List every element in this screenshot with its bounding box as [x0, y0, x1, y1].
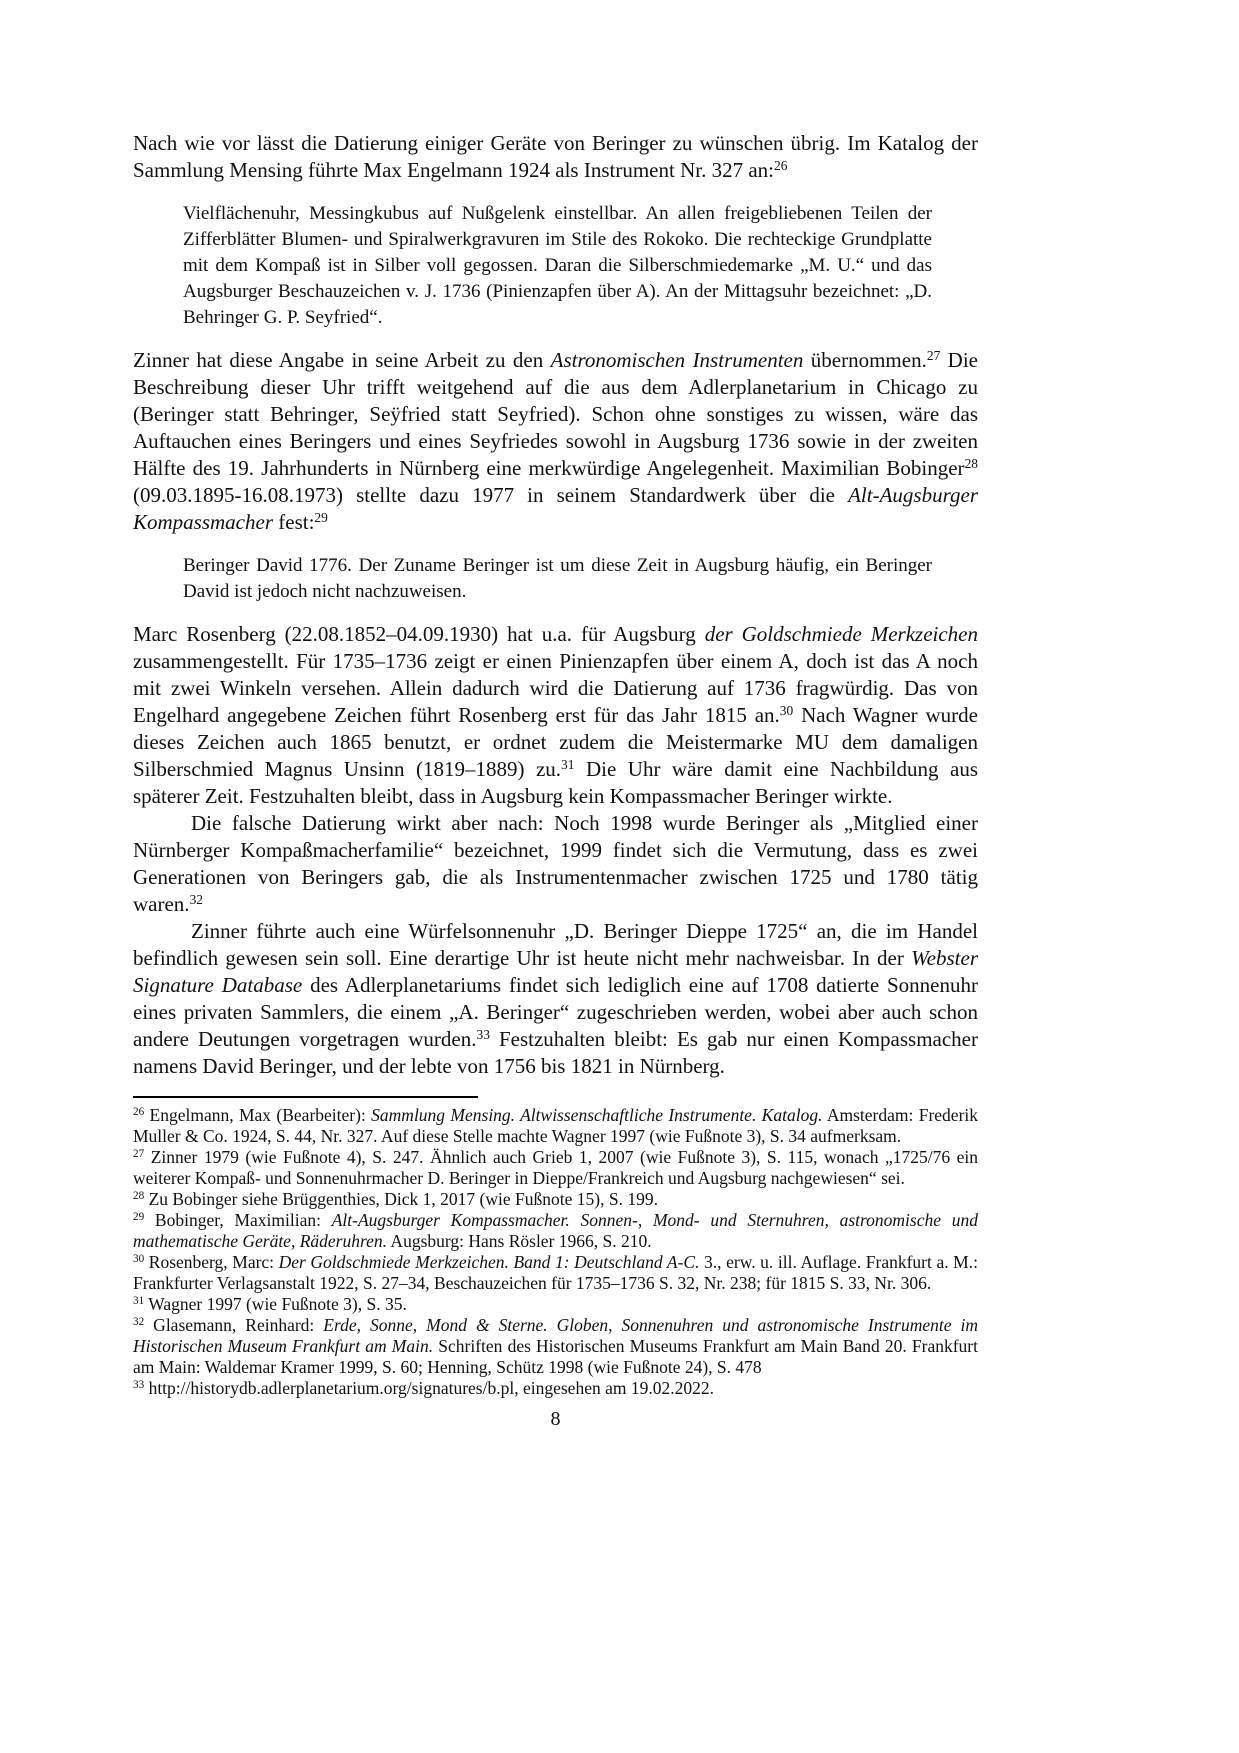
text-segment: (09.03.1895-16.08.1973) stellte dazu 1977 in seinem Standardwerk über die [133, 483, 849, 507]
footnote-marker: 26 [133, 1106, 145, 1119]
footnote-separator [133, 1096, 478, 1098]
footnote-30 [133, 1252, 978, 1294]
footnote-marker: 28 [964, 456, 978, 472]
text-segment: Alt-Augsburger Kompassmacher [133, 483, 978, 534]
paragraph-4 [133, 810, 978, 918]
footnote-marker: 32 [189, 892, 203, 908]
text-segment: Engelmann, Max (Bearbeiter): [144, 1105, 372, 1125]
text-segment: Schriften des Historischen Museums Frankfurt am Main Band 20. Frankfurt am Main: Waldemar Kramer 1999, S. 60; Henning, Schütz 1998 (wie Fußnote 24), S. 478 [133, 1336, 978, 1377]
footnote-32 [133, 1315, 978, 1378]
footnote-27 [133, 1147, 978, 1189]
text-segment: 3., erw. u. ill. Auflage. Frankfurt a. M.: Frankfurter Verlagsanstalt 1922, S. 27–34, Beschauzeichen für 1735–1736 S. 32, Nr. 238; für 1815 S. 33, Nr. 306. [133, 1252, 978, 1293]
footnote-29 [133, 1210, 978, 1252]
footnote-marker: 29 [133, 1211, 145, 1224]
text-segment: Festzuhalten bleibt: Es gab nur einen Kompassmacher namens David Beringer, und der lebte von 1756 bis 1821 in Nürnberg. [133, 1027, 978, 1078]
footnote-marker: 29 [314, 510, 328, 526]
footnote-marker: 28 [133, 1190, 145, 1203]
text-segment: Webster Signature Database [133, 946, 978, 997]
paragraph-1 [133, 130, 978, 184]
footnotes-section [133, 1096, 978, 1399]
footnote-marker: 33 [476, 1027, 490, 1043]
text-segment: Augsburg: Hans Rösler 1966, S. 210. [387, 1231, 652, 1251]
paragraph-3 [133, 621, 978, 810]
footnote-marker: 30 [133, 1253, 145, 1266]
block-quote-2 [183, 553, 932, 605]
text-segment: Zinner 1979 (wie Fußnote 4), S. 247. Ähnlich auch Grieb 1, 2007 (wie Fußnote 3), S. 115, wonach „1725/76 ein weiterer Kompaß- und Sonnenuhrmacher D. Beringer in Dieppe/Frankreich und Augsburg nachgewiesen“ sei. [133, 1147, 978, 1188]
text-segment: übernommen. [803, 348, 927, 372]
text-segment: des Adlerplanetariums findet sich lediglich eine auf 1708 datierte Sonnenuhr eines privaten Sammlers, die einem „A. Beringer“ zugeschrieben werden, wobei aber auch schon andere Deutungen vorgetragen wurden. [133, 973, 978, 1051]
text-segment: Wagner 1997 (wie Fußnote 3), S. 35. [144, 1294, 407, 1314]
footnote-marker: 31 [561, 757, 575, 773]
footnote-33 [133, 1378, 978, 1399]
text-segment: zusammengestellt. Für 1735–1736 zeigt er einen Pinienzapfen über einem A, doch ist das A noch mit zwei Winkeln versehen. Allein dadurch wird die Datierung auf 1736 fragwürdig. Das von Engelhard angegebene Zeichen führt Rosenberg erst für das Jahr 1815 an. [133, 649, 978, 727]
text-segment: Die Beschreibung dieser Uhr trifft weitgehend auf die aus dem Adlerplanetarium in Chicago zu (Beringer statt Behringer, Seÿfried statt Seyfried). Schon ohne sonstiges zu wissen, wäre das Auftauchen eines Beringers und eines Seyfriedes sowohl in Augsburg 1736 sowie in der zweiten Hälfte des 19. Jahrhunderts in Nürnberg eine merkwürdige Angelegenheit. Maximilian Bobinger [133, 348, 978, 480]
footnote-marker: 30 [779, 703, 794, 719]
text-segment: Nach Wagner wurde dieses Zeichen auch 1865 benutzt, er ordnet zudem die Meistermarke MU dem damaligen Silberschmied Magnus Unsinn (1819–1889) zu. [133, 703, 978, 781]
text-segment: Astronomischen Instrumenten [550, 348, 804, 372]
footnote-28 [133, 1189, 978, 1210]
page-number: 8 [550, 1408, 561, 1430]
text-segment: Bobinger, Maximilian: [144, 1210, 332, 1230]
text-segment: Glasemann, Reinhard: [144, 1315, 324, 1335]
footnote-26 [133, 1105, 978, 1147]
footnote-marker: 33 [133, 1379, 145, 1392]
footnote-31 [133, 1294, 978, 1315]
text-segment: http://historydb.adlerplanetarium.org/signatures/b.pl, eingesehen am 19.02.2022. [144, 1378, 714, 1398]
text-segment: Alt-Augsburger Kompassmacher. Sonnen-, Mond- und Sternuhren, astronomische und mathematische Geräte, Räderuhren. [133, 1210, 978, 1251]
text-segment: Beringer David 1776. Der Zuname Beringer ist um diese Zeit in Augsburg häufig, ein Beringer David ist jedoch nicht nachzuweisen. [183, 555, 932, 602]
document-body [133, 130, 978, 1431]
text-segment: Vielflächenuhr, Messingkubus auf Nußgelenk einstellbar. An allen freigebliebenen Teilen der Zifferblätter Blumen- und Spiralwerkgravuren im Stile des Rokoko. Die rechteckige Grundplatte mit dem Kompaß ist in Silber voll gegossen. Daran die Silberschmiedemarke „M. U.“ und das Augsburger Beschauzeichen v. J. 1736 (Pinienzapfen über A). An der Mittagsuhr bezeichnet: „D. Behringer G. P. Seyfried“. [183, 203, 932, 328]
footnote-marker: 27 [926, 348, 941, 364]
text-segment: Zu Bobinger siehe Brüggenthies, Dick 1, 2017 (wie Fußnote 15), S. 199. [144, 1189, 658, 1209]
text-segment: Die Uhr wäre damit eine Nachbildung aus späterer Zeit. Festzuhalten bleibt, dass in Augsburg kein Kompassmacher Beringer wirkte. [133, 757, 978, 808]
text-segment: Der Goldschmiede Merkzeichen. Band 1: Deutschland A-C. [278, 1252, 700, 1272]
footnote-marker: 31 [133, 1295, 145, 1308]
text-segment: Sammlung Mensing. Altwissenschaftliche Instrumente. Katalog. [371, 1105, 823, 1125]
text-segment: der Goldschmiede Merkzeichen [704, 622, 979, 646]
text-segment: Die falsche Datierung wirkt aber nach: Noch 1998 wurde Beringer als „Mitglied einer Nürnberger Kompaßmacherfamilie“ bezeichnet, 1999 findet sich die Vermutung, dass es zwei Generationen von Beringers gab, die als Instrumentenmacher zwischen 1725 und 1780 tätig waren. [133, 811, 978, 916]
text-segment: fest: [273, 510, 315, 534]
footnote-marker: 27 [133, 1148, 145, 1161]
text-segment: Marc Rosenberg (22.08.1852–04.09.1930) hat u.a. für Augsburg [133, 622, 705, 646]
text-segment: Rosenberg, Marc: [144, 1252, 279, 1272]
text-segment: Amsterdam: Frederik Muller & Co. 1924, S. 44, Nr. 327. Auf diese Stelle machte Wagner 1997 (wie Fußnote 3), S. 34 aufmerksam. [133, 1105, 979, 1146]
paragraph-2 [133, 347, 978, 536]
footnote-marker: 32 [133, 1316, 145, 1329]
text-segment: Nach wie vor lässt die Datierung einiger Geräte von Beringer zu wünschen übrig. Im Katalog der Sammlung Mensing führte Max Engelmann 1924 als Instrument Nr. 327 an: [133, 131, 978, 182]
text-segment: Zinner führte auch eine Würfelsonnenuhr „D. Beringer Dieppe 1725“ an, die im Handel befindlich gewesen sein soll. Eine derartige Uhr ist heute nicht mehr nachweisbar. In der [133, 919, 978, 970]
footnote-marker: 26 [774, 158, 788, 174]
paragraph-5 [133, 918, 978, 1080]
block-quote-1 [183, 201, 932, 331]
text-segment: Zinner hat diese Angabe in seine Arbeit zu den [133, 348, 551, 372]
text-segment: Erde, Sonne, Mond & Sterne. Globen, Sonnenuhren und astronomische Instrumente im Historischen Museum Frankfurt am Main. [133, 1315, 978, 1356]
